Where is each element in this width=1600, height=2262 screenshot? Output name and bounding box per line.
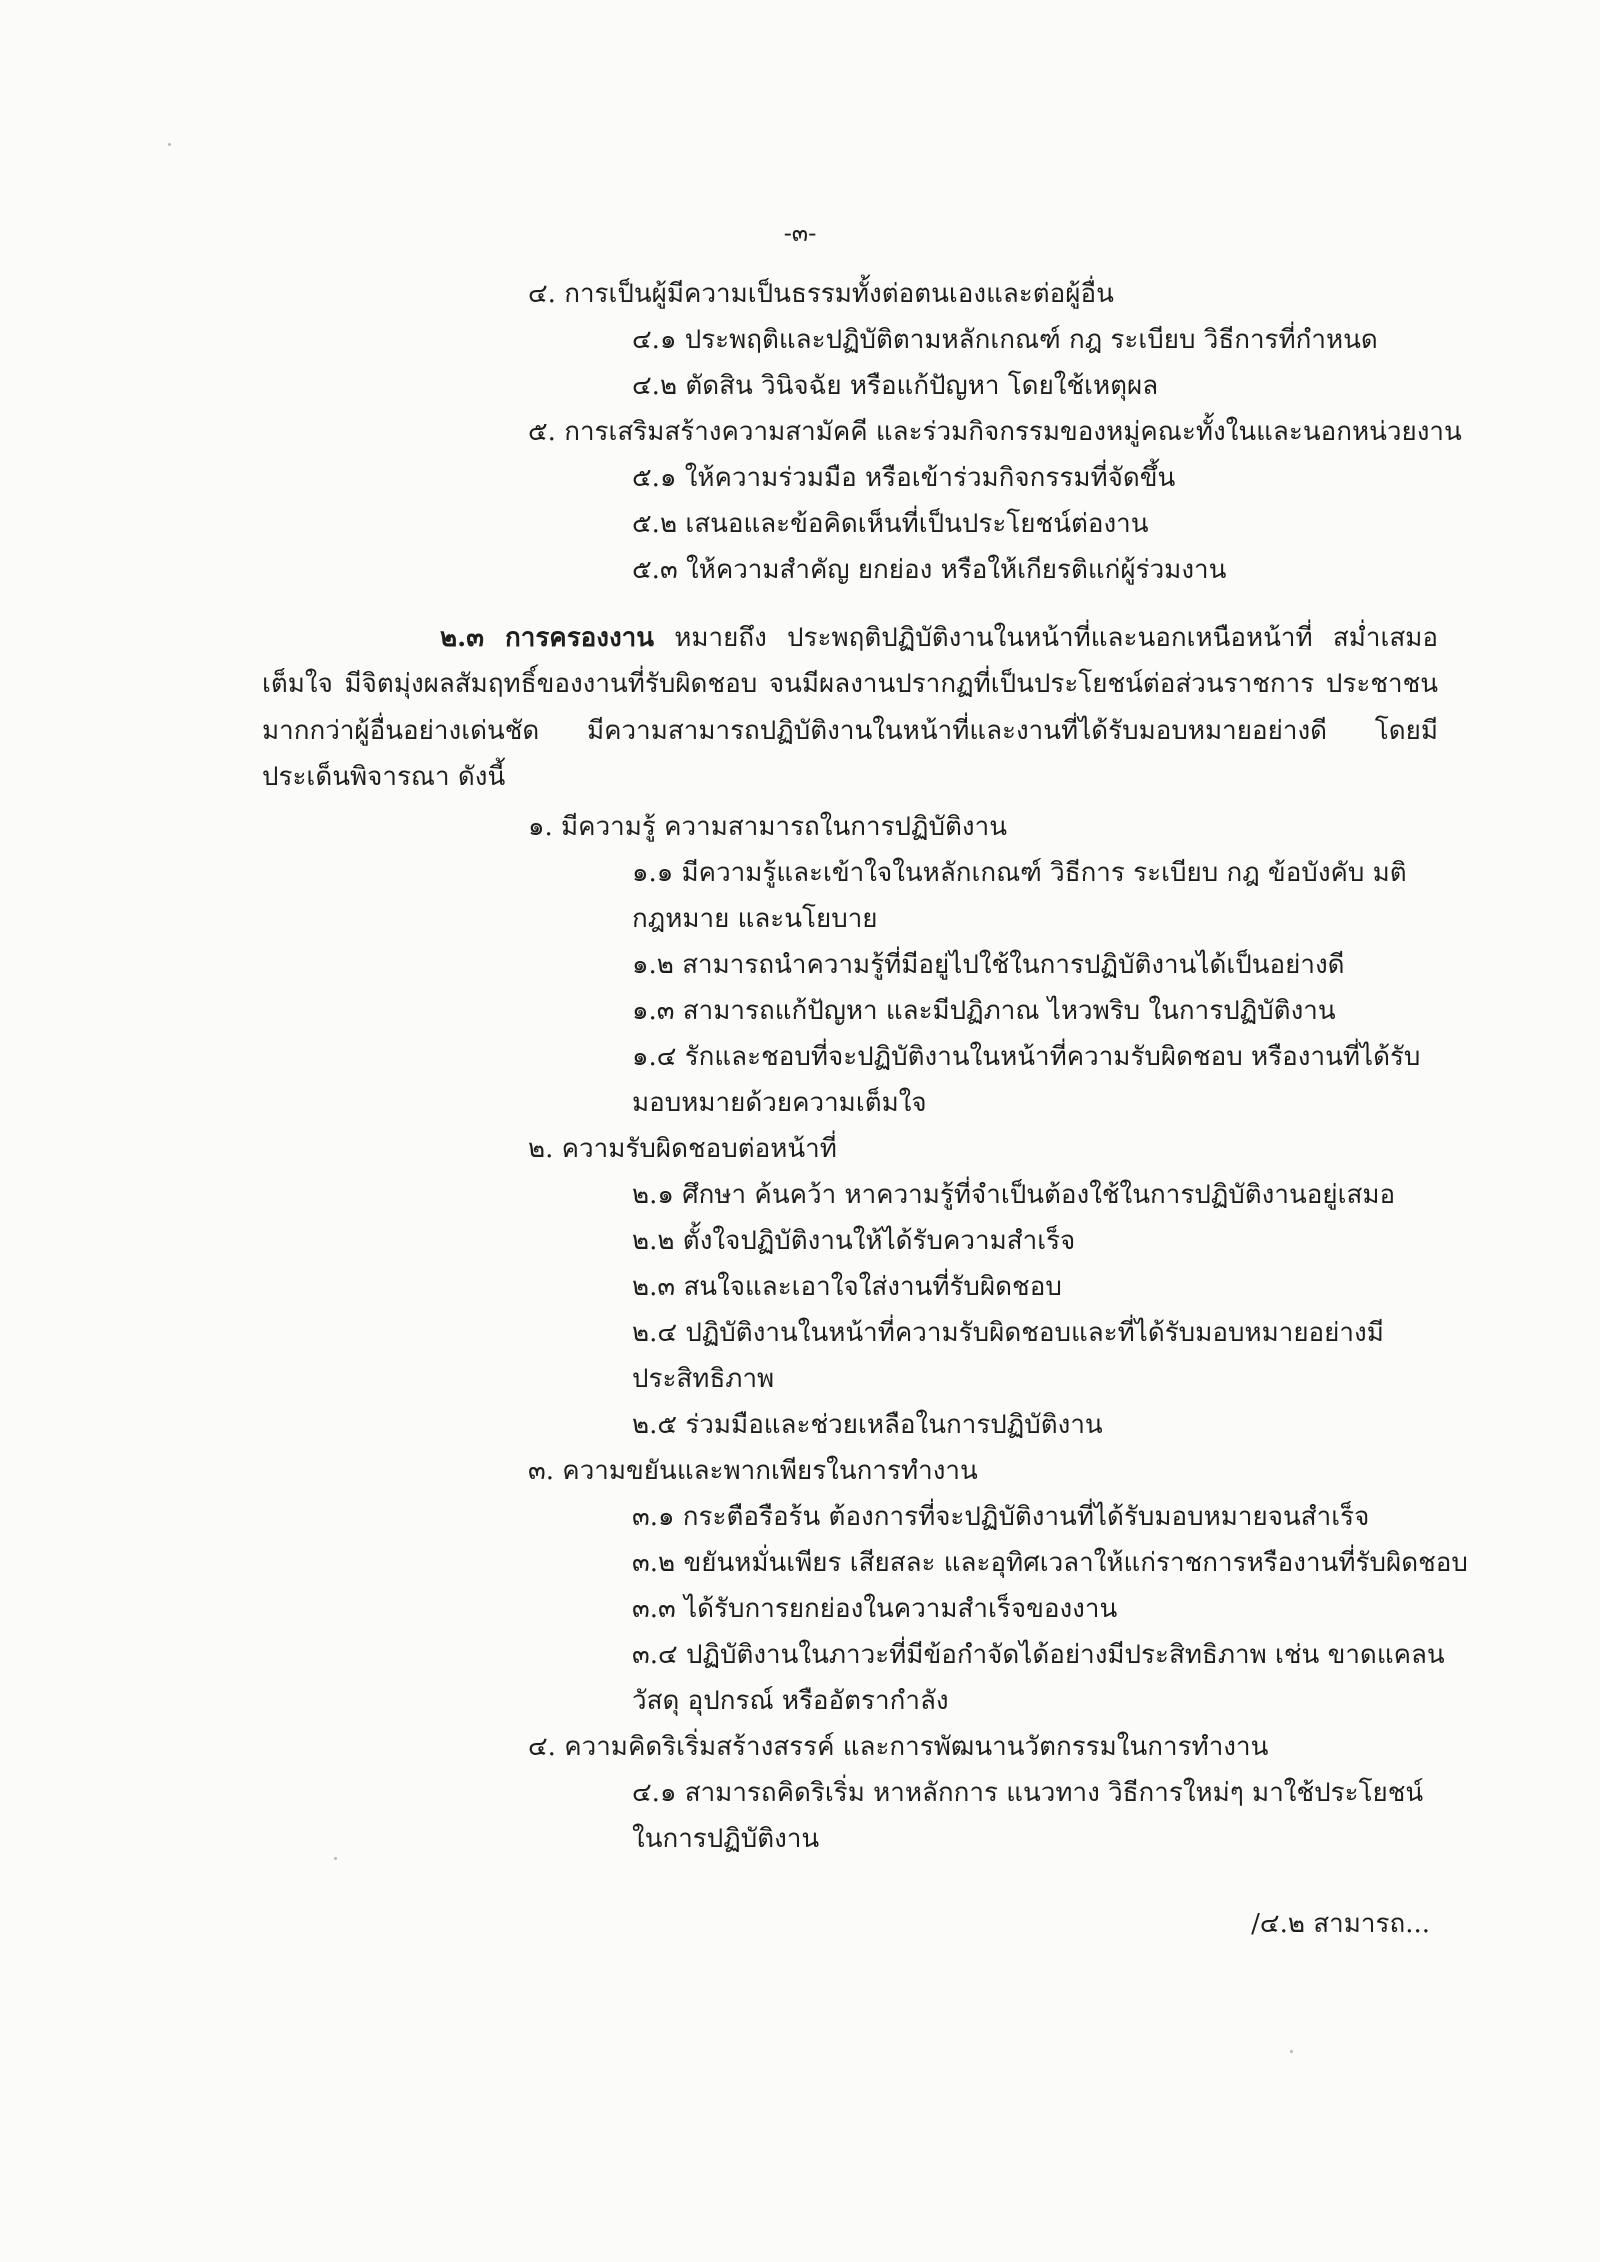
page-number: -๓-	[783, 219, 817, 247]
list-subitem-3-3: ๓.๓ ได้รับการยกย่องในความสำเร็จของงาน	[632, 1594, 1118, 1624]
list-item-5-unity: ๕. การเสริมสร้างความสามัคคี และร่วมกิจกรรมของหมู่คณะทั้งในและนอกหน่วยงาน	[528, 417, 1462, 447]
list-subitem-2-2: ๒.๒ ตั้งใจปฏิบัติงานให้ได้รับความสำเร็จ	[632, 1226, 1076, 1256]
scan-speck	[168, 143, 171, 146]
list-subitem-2-4: ๒.๔ ปฏิบัติงานในหน้าที่ความรับผิดชอบและที่ได้รับมอบหมายอย่างมี	[632, 1318, 1384, 1348]
list-subitem-5-3: ๕.๓ ให้ความสำคัญ ยกย่อง หรือให้เกียรติแก่ผู้ร่วมงาน	[632, 555, 1227, 585]
list-subitem-1-4: ๑.๔ รักและชอบที่จะปฏิบัติงานในหน้าที่ความรับผิดชอบ หรืองานที่ได้รับ	[632, 1042, 1421, 1072]
continuation-note: /๔.๒ สามารถ...	[1251, 1909, 1430, 1939]
list-subitem-3-4: ๓.๔ ปฏิบัติงานในภาวะที่มีข้อกำจัดได้อย่างมีประสิทธิภาพ เช่น ขาดแคลน	[632, 1640, 1445, 1670]
list-subitem-4-1-creativity: ๔.๑ สามารถคิดริเริ่ม หาหลักการ แนวทาง วิธีการใหม่ๆ มาใช้ประโยชน์	[632, 1778, 1424, 1808]
list-subitem-3-2: ๓.๒ ขยันหมั่นเพียร เสียสละ และอุทิศเวลาให้แก่ราชการหรืองานที่รับผิดชอบ	[632, 1548, 1468, 1578]
list-subitem-4-1: ๔.๑ ประพฤติและปฏิบัติตามหลักเกณฑ์ กฎ ระเบียบ วิธีการที่กำหนด	[632, 325, 1378, 355]
list-subitem-2-3: ๒.๓ สนใจและเอาใจใส่งานที่รับผิดชอบ	[632, 1272, 1062, 1302]
list-subitem-3-4-cont: วัสดุ อุปกรณ์ หรืออัตรากำลัง	[632, 1686, 949, 1716]
list-item-1-knowledge: ๑. มีความรู้ ความสามารถในการปฏิบัติงาน	[528, 812, 1007, 842]
list-subitem-1-2: ๑.๒ สามารถนำความรู้ที่มีอยู่ไปใช้ในการปฏิบัติงานได้เป็นอย่างดี	[632, 950, 1345, 980]
list-subitem-5-2: ๕.๒ เสนอและข้อคิดเห็นที่เป็นประโยชน์ต่องาน	[632, 509, 1149, 539]
list-item-2-responsibility: ๒. ความรับผิดชอบต่อหน้าที่	[528, 1134, 837, 1164]
scan-speck	[1290, 2050, 1293, 2053]
list-subitem-2-1: ๒.๑ ศึกษา ค้นคว้า หาความรู้ที่จำเป็นต้องใช้ในการปฏิบัติงานอยู่เสมอ	[632, 1180, 1396, 1210]
list-subitem-1-1: ๑.๑ มีความรู้และเข้าใจในหลักเกณฑ์ วิธีการ ระเบียบ กฎ ข้อบังคับ มติ	[632, 858, 1407, 888]
list-subitem-1-3: ๑.๓ สามารถแก้ปัญหา และมีปฏิภาณ ไหวพริบ ในการปฏิบัติงาน	[632, 996, 1336, 1026]
list-subitem-3-1: ๓.๑ กระตือรือร้น ต้องการที่จะปฏิบัติงานที่ได้รับมอบหมายจนสำเร็จ	[632, 1502, 1370, 1532]
section-2-3-heading: ๒.๓ การครองงาน	[440, 623, 655, 653]
list-item-4-creativity: ๔. ความคิดริเริ่มสร้างสรรค์ และการพัฒนานวัตกรรมในการทำงาน	[528, 1732, 1269, 1762]
list-subitem-2-5: ๒.๕ ร่วมมือและช่วยเหลือในการปฏิบัติงาน	[632, 1410, 1103, 1440]
list-subitem-1-1-cont: กฎหมาย และนโยบาย	[632, 904, 878, 934]
list-item-3-diligence: ๓. ความขยันและพากเพียรในการทำงาน	[528, 1456, 978, 1486]
scan-speck	[334, 1857, 337, 1860]
list-subitem-4-2: ๔.๒ ตัดสิน วินิจฉัย หรือแก้ปัญหา โดยใช้เหตุผล	[632, 371, 1159, 401]
list-subitem-4-1-creativity-cont: ในการปฏิบัติงาน	[632, 1824, 820, 1854]
section-2-3-paragraph	[262, 615, 1438, 800]
list-subitem-2-4-cont: ประสิทธิภาพ	[632, 1364, 775, 1394]
section-2-3-intro: หมายถึง ประพฤติปฏิบัติงานในหน้าที่และนอกเหนือหน้าที่ สม่ำเสมอ เต็มใจ มีจิตมุ่งผลสัมฤทธิ์ของงานที่รับผิดชอบ จนมีผลงานปรากฏที่เป็นประโยชน์ต่อส่วนราชการ ประชาชน มากกว่าผู้อื่นอย่างเด่นชัด มีความสามารถปฏิบัติงานในหน้าที่และงานที่ได้รับมอบหมายอย่างดี โดยมีประเด็นพิจารณา ดังนี้	[262, 623, 1438, 792]
list-item-4-conduct: ๔. การเป็นผู้มีความเป็นธรรมทั้งต่อตนเองและต่อผู้อื่น	[528, 279, 1114, 309]
list-subitem-5-1: ๕.๑ ให้ความร่วมมือ หรือเข้าร่วมกิจกรรมที่จัดขึ้น	[632, 463, 1176, 493]
list-subitem-1-4-cont: มอบหมายด้วยความเต็มใจ	[632, 1088, 927, 1118]
